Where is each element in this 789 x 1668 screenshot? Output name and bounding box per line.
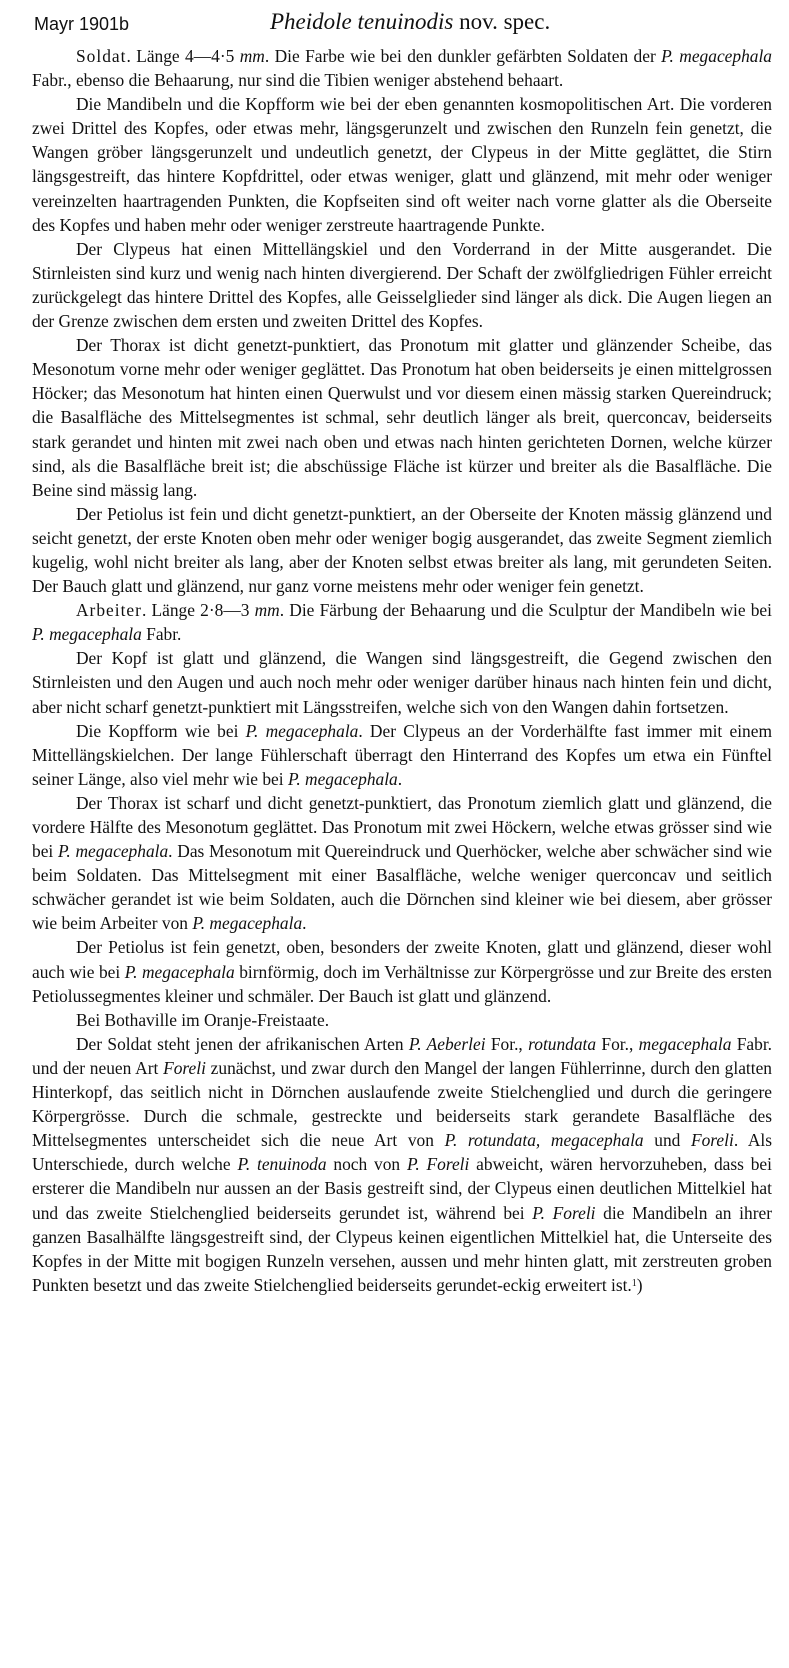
italic-run: P. megacephala <box>57 841 169 862</box>
text-run: . Länge 2·8—3 <box>141 600 255 621</box>
italic-run: P. megacephala <box>32 624 142 645</box>
paragraph <box>32 92 772 237</box>
text-run: und <box>643 1130 691 1151</box>
text-run: abweicht, wären hervorzuheben, dass bei ersterer die Mandibeln nur aussen an der Basis gestreift sind, der Clypeus einen deutlichen Mittelkiel hat und das zweite Stielchenglied beiderseits gerundet ist, während bei <box>32 1154 772 1223</box>
text-run: . Länge 4—4·5 <box>126 46 240 66</box>
paragraph <box>32 598 772 646</box>
italic-run: P. Foreli <box>532 1202 596 1223</box>
text-run: Der Kopf ist glatt und glänzend, die Wangen sind längsgestreift, die Gegend zwischen den Stirnleisten und den Augen und auch noch mehr oder weniger darüber hinaus nach hinten fein und dicht, aber nicht scharf genetzt-punktiert mit Längsstreifen, welche sich von den Wangen dahin fortsetzen. <box>32 648 772 717</box>
species-title <box>270 9 550 35</box>
text-run: noch von <box>326 1154 407 1175</box>
text-run: Die Kopfform wie bei <box>76 720 246 741</box>
text-run: For., <box>596 1033 639 1054</box>
text-run: . Das Mesonotum mit Quereindruck und Querhöcker, welche aber schwächer sind wie beim Soldaten. Das Mittelsegment mit einer Basalfläche, welche weniger querconcav und seitlich schwächer gerandet ist wie beim Soldaten, auch die Dörnchen sind kleiner wie bei diesem, aber grösser wie beim Arbeiter von <box>32 841 772 934</box>
species-description <box>32 44 772 1297</box>
italic-run: Foreli <box>690 1130 734 1151</box>
text-run: birnförmig, doch im Verhältnisse zur Körpergrösse und zur Breite des ersten Petiolussegmentes kleiner und schmäler. Der Bauch ist glatt und glänzend. <box>32 961 772 1006</box>
text-run: For., <box>485 1033 529 1054</box>
species-suffix: nov. spec. <box>459 9 551 34</box>
paragraph <box>32 1032 772 1297</box>
text-run: Fabr. <box>141 624 182 645</box>
text-run: . Der Clypeus an der Vorderhälfte fast immer mit einem Mittellängskielchen. Der lange Fühlerschaft überragt den Hinterrand des Kopfes um etwa ein Fünftel seiner Länge, also viel mehr wie bei <box>32 720 772 789</box>
italic-run: P. megacephala <box>245 720 359 741</box>
text-run: Fabr., ebenso die Behaarung, nur sind die Tibien weniger abstehend behaart. <box>32 70 564 91</box>
paragraph <box>32 44 772 92</box>
italic-run: P. Foreli <box>406 1154 470 1175</box>
text-run: Der Clypeus hat einen Mittellängskiel und den Vorderrand in der Mitte ausgerandet. Die Stirnleisten sind kurz und wenig nach hinten divergierend. Der Schaft der zwölfgliedrigen Fühler erreicht zurückgelegt das hintere Drittel des Kopfes, alle Geisselglieder sind länger als dick. Die Augen liegen an der Grenze zwischen dem ersten und zweiten Drittel des Kopfes. <box>32 238 772 332</box>
citation-label: Mayr 1901b <box>34 14 130 34</box>
paragraph <box>32 791 772 936</box>
italic-run: megacephala <box>638 1033 732 1054</box>
paragraph <box>32 502 772 598</box>
paragraph <box>32 719 772 791</box>
italic-run: Foreli <box>163 1057 206 1078</box>
italic-run: P. rotundata, megacephala <box>444 1130 644 1151</box>
paragraph <box>32 237 772 333</box>
text-run: Der Soldat steht jenen der afrikanischen Arten <box>76 1033 409 1054</box>
text-run: Arbeiter <box>76 600 142 621</box>
text-run: . Die Farbe wie bei den dunkler gefärbten Soldaten der <box>264 46 662 66</box>
text-run: Bei Bothaville im Oranje-Freistaate. <box>76 1009 330 1030</box>
italic-run: P. megacephala <box>661 46 772 66</box>
paragraph <box>32 646 772 718</box>
text-run: Der Petiolus ist fein und dicht genetzt-punktiert, an der Oberseite der Knoten mässig glänzend und seicht genetzt, der erste Knoten oben mehr oder weniger bogig ausgerandet, das zweite Segment ziemlich kugelig, wohl nicht breiter als lang, aber der Knoten selbst etwas breiter als lang, mit gerundeten Seiten. Der Bauch glatt und glänzend, nur ganz vorne meistens mehr oder weniger fein genetzt. <box>32 503 772 597</box>
text-run: Die Mandibeln und die Kopfform wie bei der eben genannten kosmopolitischen Art. Die vorderen zwei Drittel des Kopfes, oder etwas mehr, längsgerunzelt und zwischen den Runzeln fein genetzt, die Wangen gröber längsgerunzelt und undeutlich genetzt, der Clypeus in der Mitte geglättet, die Stirn längsgestreift, das hintere Kopfdrittel, oder etwas weniger, glatt und glänzend, mit mehr oder weniger vereinzelten haartragenden Punkten, die Kopfseiten sind oft weiter nach vorne glatter als die Oberseite des Kopfes und haben mehr oder weniger zerstreute haartragende Punkte. <box>32 94 772 235</box>
text-run: ) <box>636 1274 643 1295</box>
text-run: zunächst, und zwar durch den Mangel der langen Fühlerrinne, durch den glatten Hinterkopf, das seitlich nicht in Dörnchen auslaufende zweite Stielchenglied und durch die geringere Körpergrösse. Durch die schmale, gestreckte und beiderseits stark gerandete Basalfläche des Mittelsegmentes unterscheidet sich die neue Art von <box>32 1057 772 1151</box>
text-run: Soldat <box>76 46 127 66</box>
text-run: . Die Färbung der Behaarung und die Sculptur der Mandibeln wie bei <box>279 600 772 621</box>
italic-run: mm <box>239 46 265 66</box>
italic-run: rotundata <box>528 1033 597 1054</box>
species-name: Pheidole tenuinodis <box>270 9 454 34</box>
italic-run: P. megacephala <box>287 768 398 789</box>
paragraph <box>32 935 772 1007</box>
paragraph <box>32 333 772 502</box>
text-run: . <box>397 768 403 789</box>
italic-run: mm <box>254 600 280 621</box>
italic-run: P. megacephala <box>124 961 235 982</box>
text-run: Der Thorax ist scharf und dicht genetzt-punktiert, das Pronotum ziemlich glatt und glänzend, die vordere Hälfte des Mesonotum geglättet. Das Pronotum mit zwei Höckern, welche etwas grösser sind wie bei <box>32 792 772 862</box>
italic-run: P. megacephala <box>192 913 303 934</box>
text-run: Fabr. und der neuen Art <box>32 1033 773 1078</box>
text-run: Der Thorax ist dicht genetzt-punktiert, das Pronotum mit glatter und glänzender Scheibe, das Mesonotum vorne mehr oder weniger geglättet. Das Pronotum hat oben beiderseits je einen mittelgrossen Höcker; das Mesonotum hat hinten einen Querwulst und vor diesem einen mässig starken Quereindruck; die Basalfläche des Mittelsegmentes ist schmal, sehr deutlich länger als breit, querconcav, beiderseits stark gerandet und hinten mit zwei nach oben und etwas nach hinten gerichteten Dornen, welche kürzer sind, als die Basalfläche breit ist; die abschüssige Fläche ist kürzer und breiter als die Basalfläche. Die Beine sind mässig lang. <box>32 335 772 500</box>
text-run: . Als Unterschiede, durch welche <box>32 1130 773 1175</box>
text-run: die Mandibeln an ihrer ganzen Basalhälfte längsgestreift sind, der Clypeus keinen eigentlichen Mittelkiel hat, die Unterseite des Kopfes in der Mitte mit bogigen Runzeln versehen, aussen und mehr hinten glatt, mit zerstreuten groben Punkten besetzt und das zweite Stielchenglied beiderseits gerundet-eckig erweitert ist. <box>32 1202 772 1295</box>
page-header <box>20 6 763 42</box>
text-run: Der Petiolus ist fein genetzt, oben, besonders der zweite Knoten, glatt und glänzend, dieser wohl auch wie bei <box>32 937 772 982</box>
footnote-mark: 1 <box>631 1277 637 1289</box>
paragraph <box>32 1008 772 1032</box>
italic-run: P. tenuinoda <box>237 1154 327 1175</box>
italic-run: P. Aeberlei <box>408 1033 486 1054</box>
text-run: . <box>302 913 307 934</box>
